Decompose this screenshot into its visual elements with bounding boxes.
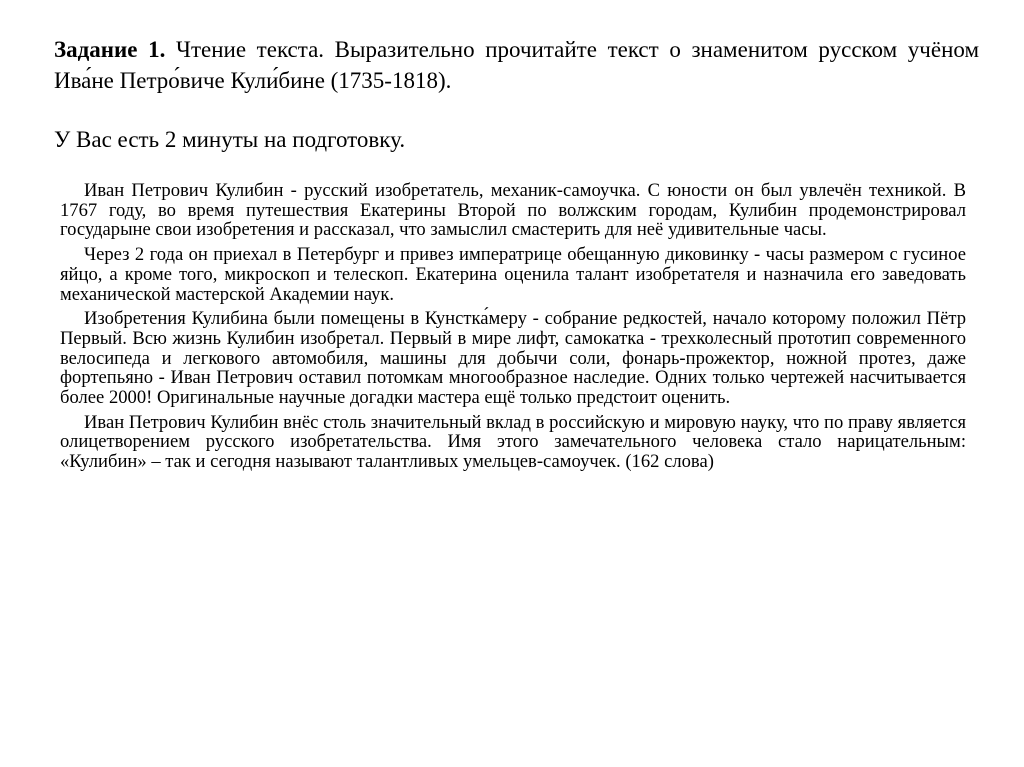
- task-heading: [54, 34, 979, 96]
- paragraph-2: Через 2 года он приехал в Петербург и привез императрице обещанную диковинку - часы размером с гусиное яйцо, а кроме того, микроскоп и телескоп. Екатерина оценила талант изобретателя и назначила его заведовать механической мастерской Академии наук.: [60, 244, 966, 305]
- paragraph-1: Иван Петрович Кулибин - русский изобретатель, механик-самоучка. С юности он был увлечён техникой. В 1767 году, во время путешествия Екатерины Второй по волжским городам, Кулибин продемонстрировал государыне свои изобретения и рассказал, что замыслил смастерить для неё удивительные часы.: [60, 180, 966, 241]
- paragraph-4: Иван Петрович Кулибин внёс столь значительный вклад в российскую и мировую науку, что по праву является олицетворением русского изобретательства. Имя этого замечательного человека стало нарицательным: «Кулибин» – так и сегодня называют талантливых умельцев-самоучек. (162 слова): [60, 411, 966, 473]
- paragraph-3: Изобретения Кулибина были помещены в Кунстка́мeру - собрание редкостей, начало которому положил Пётр Первый. Всю жизнь Кулибин изобретал. Первый в мире лифт, самокатка - трехколесный прототип современного велосипеда и легкового автомобиля, машины для добычи соли, фонарь-прожектор, ножной протез, даже фортепьяно - Иван Петрович оставил потомкам многообразное наследие. Одних только чертежей насчитывается более 2000! Оригинальные научные догадки мастера ещё только предстоит оценить.: [60, 308, 966, 409]
- task-text: Чтение текста. Выразительно прочитайте текст о знаменитом русском учёном Ива́не Петро́виче Кули́бине (1735-1818).: [54, 37, 979, 93]
- task-label: Задание 1.: [54, 37, 166, 62]
- reading-text: [60, 181, 966, 477]
- preparation-time-note: У Вас есть 2 минуты на подготовку.: [54, 127, 406, 152]
